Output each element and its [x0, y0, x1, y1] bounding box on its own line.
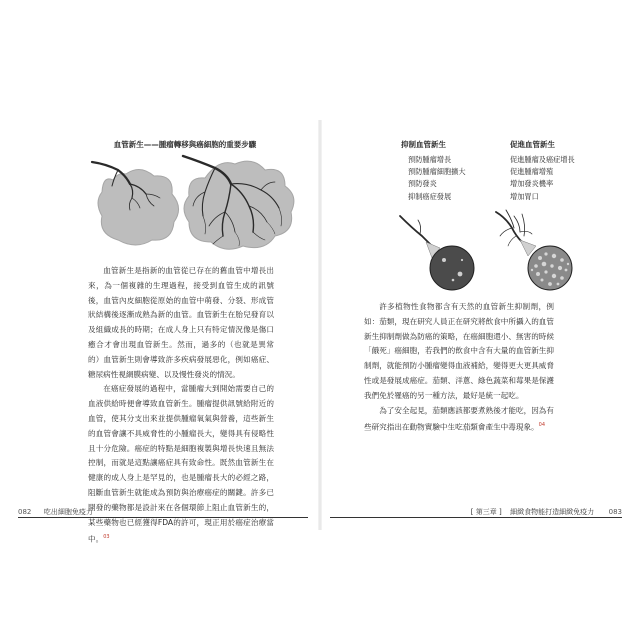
footnote-marker: 03	[103, 534, 110, 541]
right-footer-rule	[330, 517, 622, 518]
footnote-marker: 04	[538, 422, 546, 429]
inhibit-item: 預防發炎	[408, 179, 437, 189]
right-paragraph-1: 許多植物性食物都含有天然的血管新生抑制劑，例如：茄類，現在研究人員正在研究將飲食中所攝入的血管新生抑制劑做為防癌的策略，在癌細胞還小、無害的時候「餓死」癌細胞，若我們的飲食中含有大量的血管新生抑制劑，就能預防小腫瘤變得血液補給，變得更大更具威脅性或是發展成癌症。茄類、洋蔥、綠色蔬菜和莓果是保護我們免於罹癌的另一種方法，最好是統一起吃。	[364, 302, 554, 400]
inhibit-heading: 抑制血管新生	[401, 140, 446, 149]
left-footer-rule	[18, 517, 308, 518]
promote-item: 增加發炎機率	[510, 179, 554, 189]
right-paragraph-2: 為了安全起見，茄類應該都要煮熟後才能吃，因為有些研究指出在動物實驗中生吃茄類會產生中毒現象。$^{04}$	[364, 405, 554, 432]
promote-item: 增加胃口	[510, 191, 539, 201]
promoted-tumor-illustration	[492, 206, 582, 296]
promote-item: 促進腫瘤及癌症增長	[510, 155, 575, 164]
inhibit-list	[408, 154, 466, 203]
right-page-body	[364, 300, 554, 436]
promote-heading: 促進血管新生	[510, 140, 555, 149]
tumor-illustration-large	[175, 146, 305, 256]
promote-list	[510, 154, 575, 203]
tumor-illustration-small	[88, 150, 188, 255]
right-page-number: 083	[608, 508, 622, 516]
left-page-number: 082	[18, 508, 32, 516]
promote-item: 促進腫瘤增殖	[510, 167, 554, 177]
book-gutter	[318, 120, 322, 530]
left-page-footer	[18, 507, 93, 517]
inhibit-item: 預防腫瘤細胞擴大	[408, 167, 466, 177]
chapter-title: 細緻食物能打造細緻免疫力	[510, 508, 595, 516]
left-book-title: 吃出細胞免疫力	[43, 508, 93, 516]
left-paragraph-2: 在癌症發展的過程中，當腫瘤大到開始需要自己的血液供給時便會導致血管新生。腫瘤提供訊號給附近的血管，使其分支出來並提供腫瘤氧氣與營養，這些新生的血管會讓不具威脅性的小腫瘤長大，變得具有侵略性且十分危險。癌症的特點是細胞複製與增長快速且無法控制，而就是這點讓癌症具有致命性。既然血管新生在健康的成人身上是罕見的，也是腫瘤長大的必經之路，阻斷血管新生就能成為預防與治療癌症的關鍵。許多已開發的藥物都是設計來在各個環節上阻止血管新生的，某些藥物也已經獲得FDA的許可，現正用於癌症治療當中。$^{03}$	[88, 384, 274, 544]
left-page-body	[88, 264, 274, 548]
right-page-footer	[471, 507, 622, 517]
inhibit-item: 預防腫瘤增長	[408, 155, 452, 164]
left-paragraph-1: 血管新生是指新的血管從已存在的舊血管中增長出來，為一個複雜的生理過程，接受到血管生成的訊號後，血管內皮細胞從原始的血管中萌發、分裂、形成管狀結構後逐漸成熟為新的血管。血管新生在胎兒發育以及組織成長的時期；在成人身上只有特定情況像是傷口癒合才會出現血管新生。然而，過多的（也就是異常的）血管新生則會導致許多疾病發展惡化，例如癌症、糖尿病性視網膜病變、以及慢性發炎的情況。	[88, 266, 274, 379]
inhibited-tumor-illustration	[396, 212, 486, 292]
inhibit-item: 抑制癌症發展	[408, 191, 452, 201]
figure-title: 血管新生——腫瘤轉移與癌細胞的重要步驟	[113, 140, 257, 149]
chapter-label: [ 第三章 ]	[470, 508, 502, 516]
